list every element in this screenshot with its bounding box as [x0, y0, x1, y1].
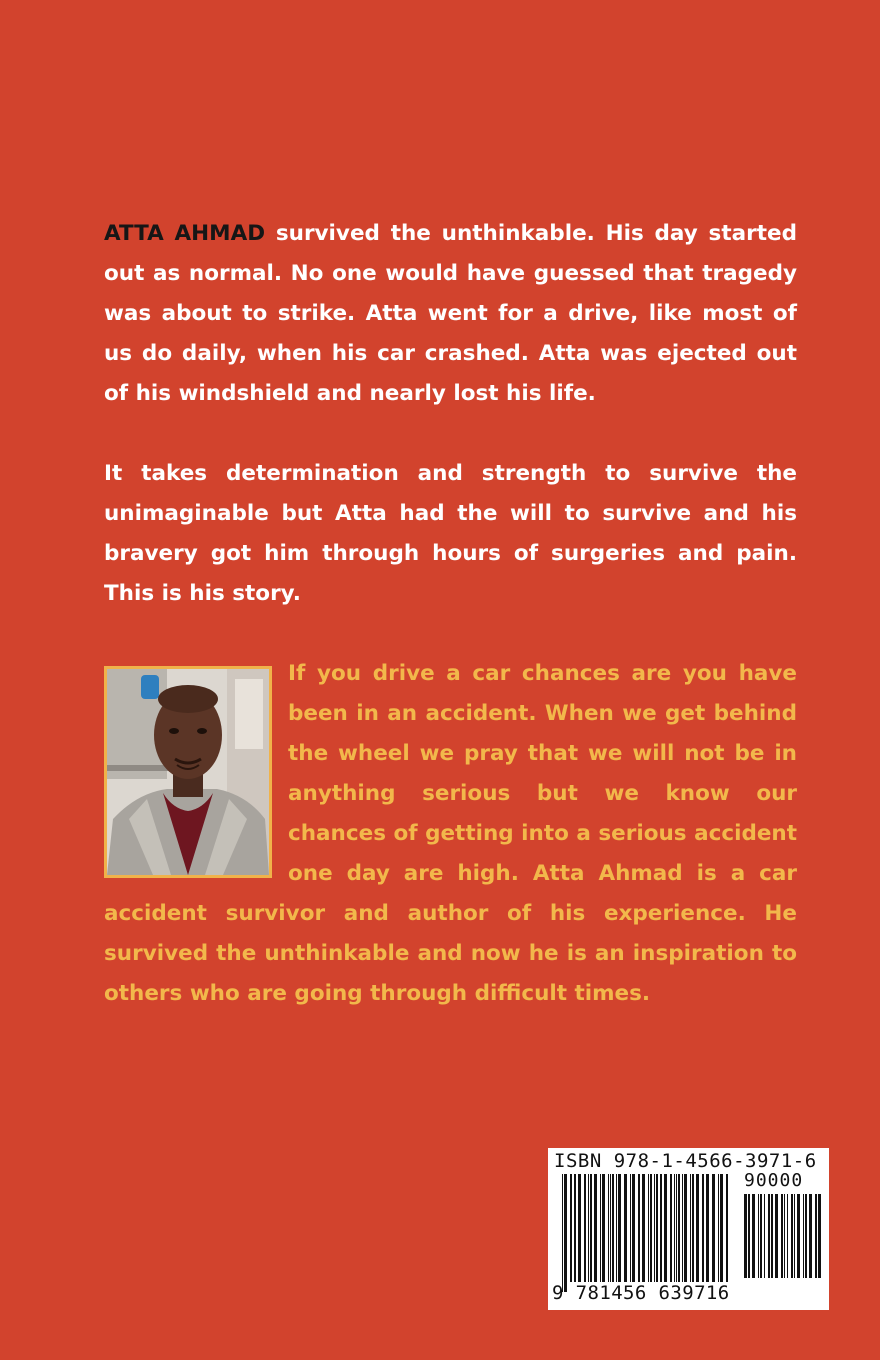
author-name: ATTA AHMAD [104, 221, 266, 246]
addon-bar [818, 1194, 821, 1278]
barcode-bar [670, 1174, 672, 1282]
addon-bar [815, 1194, 817, 1278]
barcode-bar [642, 1174, 645, 1282]
addon-bar [805, 1194, 807, 1278]
addon-bar [758, 1194, 759, 1278]
barcode-bar [654, 1174, 655, 1282]
intro-paragraph-text: survived the unthinkable. His day started out as normal. No one would have guessed that tragedy was about to strike. Atta went for a drive, like most of us do daily, when his car crashed. Atta was ejected out of his windshield and nearly lost his life. [104, 221, 797, 406]
addon-bar [760, 1194, 762, 1278]
addon-bar [764, 1194, 765, 1278]
barcode-bar [570, 1174, 572, 1282]
barcode-bar [660, 1174, 662, 1282]
ean-digits: 9 781456 639716 [552, 1282, 730, 1304]
barcode-bar [594, 1174, 597, 1282]
isbn-barcode [548, 1148, 829, 1310]
barcode-bar [608, 1174, 609, 1282]
addon-bar [775, 1194, 778, 1278]
addon-bar [797, 1194, 800, 1278]
addon-bar [803, 1194, 804, 1278]
addon-bar [768, 1194, 770, 1278]
barcode-bar [624, 1174, 627, 1282]
barcode-bar [638, 1174, 640, 1282]
barcode-bar [590, 1174, 592, 1282]
addon-bar [784, 1194, 785, 1278]
second-paragraph: It takes determination and strength to survive the unimaginable but Atta had the will to survive and his bravery got him through hours of surgeries and pain. This is his story. [104, 461, 797, 606]
barcode-bar [664, 1174, 667, 1282]
author-portrait-illustration [107, 669, 269, 875]
addon-bar [752, 1194, 755, 1278]
barcode-bar [648, 1174, 649, 1282]
barcode-bar [726, 1174, 728, 1282]
isbn-label: ISBN 978-1-4566-3971-6 [554, 1150, 817, 1172]
barcode-bar [574, 1174, 576, 1282]
barcode-bar [656, 1174, 658, 1282]
bio-text: If you drive a car chances are you have been in an accident. When we get behind the wheel we pray that we will not be in anything serious but we know our chances of getting into a serious accident one day are high. Atta Ahmad is a car accident survivor and author of his experience. He survived the unthinkable and now he is an inspiration to others who are going through difficult times. [104, 661, 797, 1006]
barcode-bar [588, 1174, 589, 1282]
barcode-bar [612, 1174, 614, 1282]
barcode-bar [632, 1174, 635, 1282]
intro-paragraph [104, 214, 797, 414]
barcode-bar [712, 1174, 715, 1282]
barcode-bar [616, 1174, 617, 1282]
barcode-bar [706, 1174, 709, 1282]
barcode-bar [682, 1174, 683, 1282]
barcode-bar [684, 1174, 687, 1282]
barcode-bar [692, 1174, 694, 1282]
barcode-bar [578, 1174, 581, 1282]
barcode-bar [718, 1174, 719, 1282]
addon-bar [809, 1194, 812, 1278]
barcode-bar [674, 1174, 675, 1282]
barcode-bar [702, 1174, 704, 1282]
addon-bar [771, 1194, 773, 1278]
barcode-bar [690, 1174, 691, 1282]
addon-bar [744, 1194, 747, 1278]
barcode-bar [610, 1174, 611, 1282]
barcode-bar [650, 1174, 652, 1282]
addon-bar [748, 1194, 750, 1278]
barcode-bar [584, 1174, 586, 1282]
barcode-bar [602, 1174, 605, 1282]
barcode-bar [618, 1174, 621, 1282]
price-code: 90000 [744, 1170, 804, 1191]
author-bio [104, 654, 797, 1014]
barcode-bar [564, 1174, 567, 1292]
barcode-bar [600, 1174, 601, 1282]
addon-bar [781, 1194, 783, 1278]
addon-bar [787, 1194, 788, 1278]
barcode-bar [562, 1174, 563, 1292]
barcode-bar [720, 1174, 723, 1282]
barcode-bar [696, 1174, 699, 1282]
barcode-bar [678, 1174, 680, 1282]
addon-bar [791, 1194, 793, 1278]
barcode-bar [676, 1174, 677, 1282]
barcode-bar [630, 1174, 631, 1282]
author-photo [104, 666, 272, 878]
addon-bar [794, 1194, 795, 1278]
